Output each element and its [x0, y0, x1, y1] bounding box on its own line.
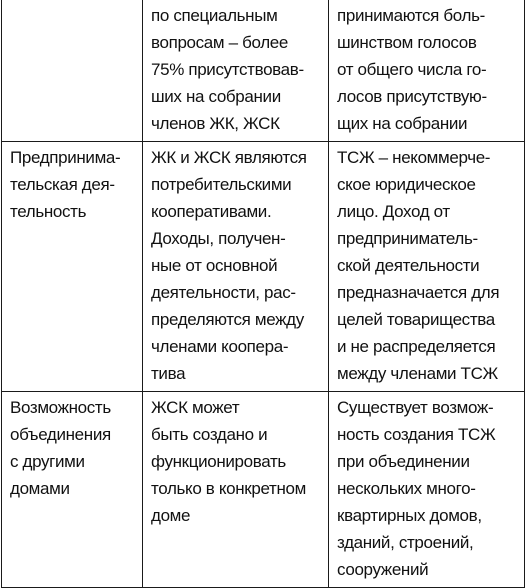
cell-text-line: между членами ТСЖ	[337, 364, 498, 383]
cell-text-line: предназначается для	[337, 283, 500, 302]
zhk-zhsk-cell	[143, 0, 329, 142]
cell-text-line: при объединении	[337, 452, 470, 471]
cell-text-line: предприниматель-	[337, 229, 478, 248]
cell-text-line: Существует возмож-	[337, 398, 494, 417]
criterion-cell	[2, 392, 143, 588]
cell-text-line: ТСЖ – некоммерче-	[337, 148, 491, 167]
cell-text-line: принимаются боль-	[337, 6, 485, 25]
cell-text-line: целей товарищества	[337, 310, 495, 329]
cell-text-line: объединения	[10, 425, 111, 444]
cell-text-line: членами коопера-	[151, 337, 289, 356]
table-row	[2, 392, 525, 588]
cell-text-line: домами	[10, 479, 70, 498]
cell-text-line: ское юридическое	[337, 175, 476, 194]
cell-text-line: ших на собрании	[151, 87, 281, 106]
cell-text-line: тельская дея-	[10, 175, 115, 194]
cell-text-line: быть создано и	[151, 425, 268, 444]
cell-text-line: доме	[151, 506, 191, 525]
criterion-cell	[2, 142, 143, 392]
cell-text-line: ской деятельности	[337, 256, 480, 275]
tszh-cell	[329, 0, 525, 142]
cell-text-line: Предпринима-	[10, 148, 121, 167]
cell-text-line: функционировать	[151, 452, 286, 471]
cell-text-line: с другими	[10, 452, 85, 471]
cell-text-line: по специальным	[151, 6, 278, 25]
cell-text-line: лосов присутствую-	[337, 87, 487, 106]
cell-text-line: кооперативами.	[151, 202, 272, 221]
cell-text-line: тельность	[10, 202, 87, 221]
cell-text-line: лицо. Доход от	[337, 202, 450, 221]
tszh-cell	[329, 392, 525, 588]
cell-text-line: потребительскими	[151, 175, 292, 194]
cell-text-line: пределяются между	[151, 310, 304, 329]
cell-text-line: деятельности, рас-	[151, 283, 296, 302]
criterion-cell	[2, 0, 143, 142]
cell-text-line: ЖК и ЖСК являются	[151, 148, 307, 167]
cell-text-line: 75% присутствовав-	[151, 60, 304, 79]
comparison-table	[1, 0, 525, 588]
cell-text-line: членов ЖК, ЖСК	[151, 114, 280, 133]
table-row	[2, 0, 525, 142]
zhk-zhsk-cell	[143, 142, 329, 392]
cell-text-line: ЖСК может	[151, 398, 240, 417]
cell-text-line: тива	[151, 364, 186, 383]
cell-text-line: сооружений	[337, 560, 429, 579]
cell-text-line: и не распределяется	[337, 337, 496, 356]
cell-text-line: квартирных домов,	[337, 506, 482, 525]
cell-text-line: зданий, строений,	[337, 533, 474, 552]
cell-text-line: вопросам – более	[151, 33, 288, 52]
cell-text-line: ность создания ТСЖ	[337, 425, 496, 444]
zhk-zhsk-cell	[143, 392, 329, 588]
cell-text-line: шинством голосов	[337, 33, 477, 52]
cell-text-line: нескольких много-	[337, 479, 476, 498]
cell-text-line: Доходы, получен-	[151, 229, 286, 248]
table-row	[2, 142, 525, 392]
cell-text-line: ные от основной	[151, 256, 278, 275]
cell-text-line: только в конкретном	[151, 479, 306, 498]
cell-text-line: Возможность	[10, 398, 111, 417]
cell-text-line: от общего числа го-	[337, 60, 487, 79]
cell-text-line: щих на собрании	[337, 114, 468, 133]
tszh-cell	[329, 142, 525, 392]
